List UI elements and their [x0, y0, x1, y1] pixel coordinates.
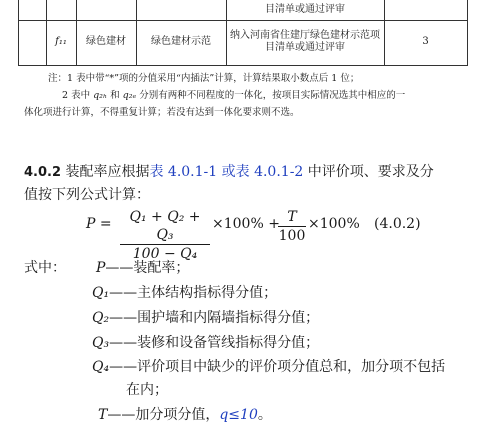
fraction-1-denominator: 100 − Q₄ — [132, 246, 198, 262]
table-rule — [467, 0, 468, 66]
definition-item: Q₄——评价项目中缺少的评价项分值总和，加分项不包括 — [92, 359, 446, 375]
table-rule — [136, 0, 137, 66]
requirement-line2: 目清单或通过评审 — [265, 42, 345, 53]
table-rule — [384, 0, 385, 66]
table-cell-requirement — [226, 30, 384, 54]
fraction-2-numerator: T — [278, 208, 306, 227]
definition-item: T——加分项分值，q≤10。 — [98, 407, 272, 423]
definition-item-continued: 在内； — [126, 382, 168, 398]
formula-times-2: ×100% — [308, 216, 360, 232]
equation-number: (4.0.2) — [374, 216, 421, 232]
note-2-line2: 体化项进行计算，不得重复计算；若没有达到一体化要求则不选。 — [24, 107, 300, 118]
fraction-1 — [120, 208, 210, 263]
table-cell-requirement-cont: 目清单或通过评审 — [265, 4, 345, 15]
formula-lhs: P = — [86, 216, 112, 232]
clause-line-2: 值按下列公式计算： — [24, 187, 150, 203]
formula-times-1: ×100% + — [212, 216, 280, 232]
clause-4-0-2: 4.0.2 装配率应根据表 4.0.1-1 或表 4.0.1-2 中评价项、要求及分 — [24, 164, 434, 180]
table-rule — [18, 0, 19, 66]
table-reference-link[interactable]: 表 4.0.1-1 或表 4.0.1-2 — [149, 164, 304, 180]
definition-item: P——装配率； — [96, 260, 190, 276]
fraction-1-numerator: Q₁ + Q₂ + Q₃ — [120, 208, 210, 245]
note-2: 2 表中 q₂ₕ 和 q₂ₑ 分别有两种不同程度的一体化，按项目实际情况选其中相应的一 — [62, 90, 406, 101]
q2d-symbol: q₂ₑ — [122, 90, 137, 101]
table-cell-code: f₁₁ — [55, 36, 67, 47]
table-rule — [76, 0, 77, 66]
table-cell-item: 绿色建材示范 — [151, 36, 211, 47]
q2b-symbol: q₂ₕ — [93, 90, 108, 101]
table-rule — [18, 65, 468, 66]
definition-item: Q₂——围护墙和内隔墙指标得分值； — [92, 310, 320, 326]
definition-item: Q₃——装修和设备管线指标得分值； — [92, 335, 320, 351]
definitions-intro: 式中： — [24, 260, 66, 276]
table-rule — [18, 20, 468, 21]
fraction-2-denominator: 100 — [278, 228, 306, 244]
fraction-2 — [278, 208, 306, 245]
table-rule — [46, 0, 47, 66]
table-cell-score: 3 — [422, 36, 429, 47]
table-fragment — [18, 0, 468, 66]
clause-number: 4.0.2 — [24, 165, 62, 180]
t-limit: q≤10 — [219, 407, 258, 423]
requirement-line1: 纳入河南省住建厅绿色建材示范项 — [230, 30, 380, 41]
table-cell-category: 绿色建材 — [86, 36, 126, 47]
note-1: 注：1 表中带“*”项的分值采用“内插法”计算，计算结果取小数点后 1 位； — [48, 73, 360, 84]
definition-item: Q₁——主体结构指标得分值； — [92, 285, 278, 301]
